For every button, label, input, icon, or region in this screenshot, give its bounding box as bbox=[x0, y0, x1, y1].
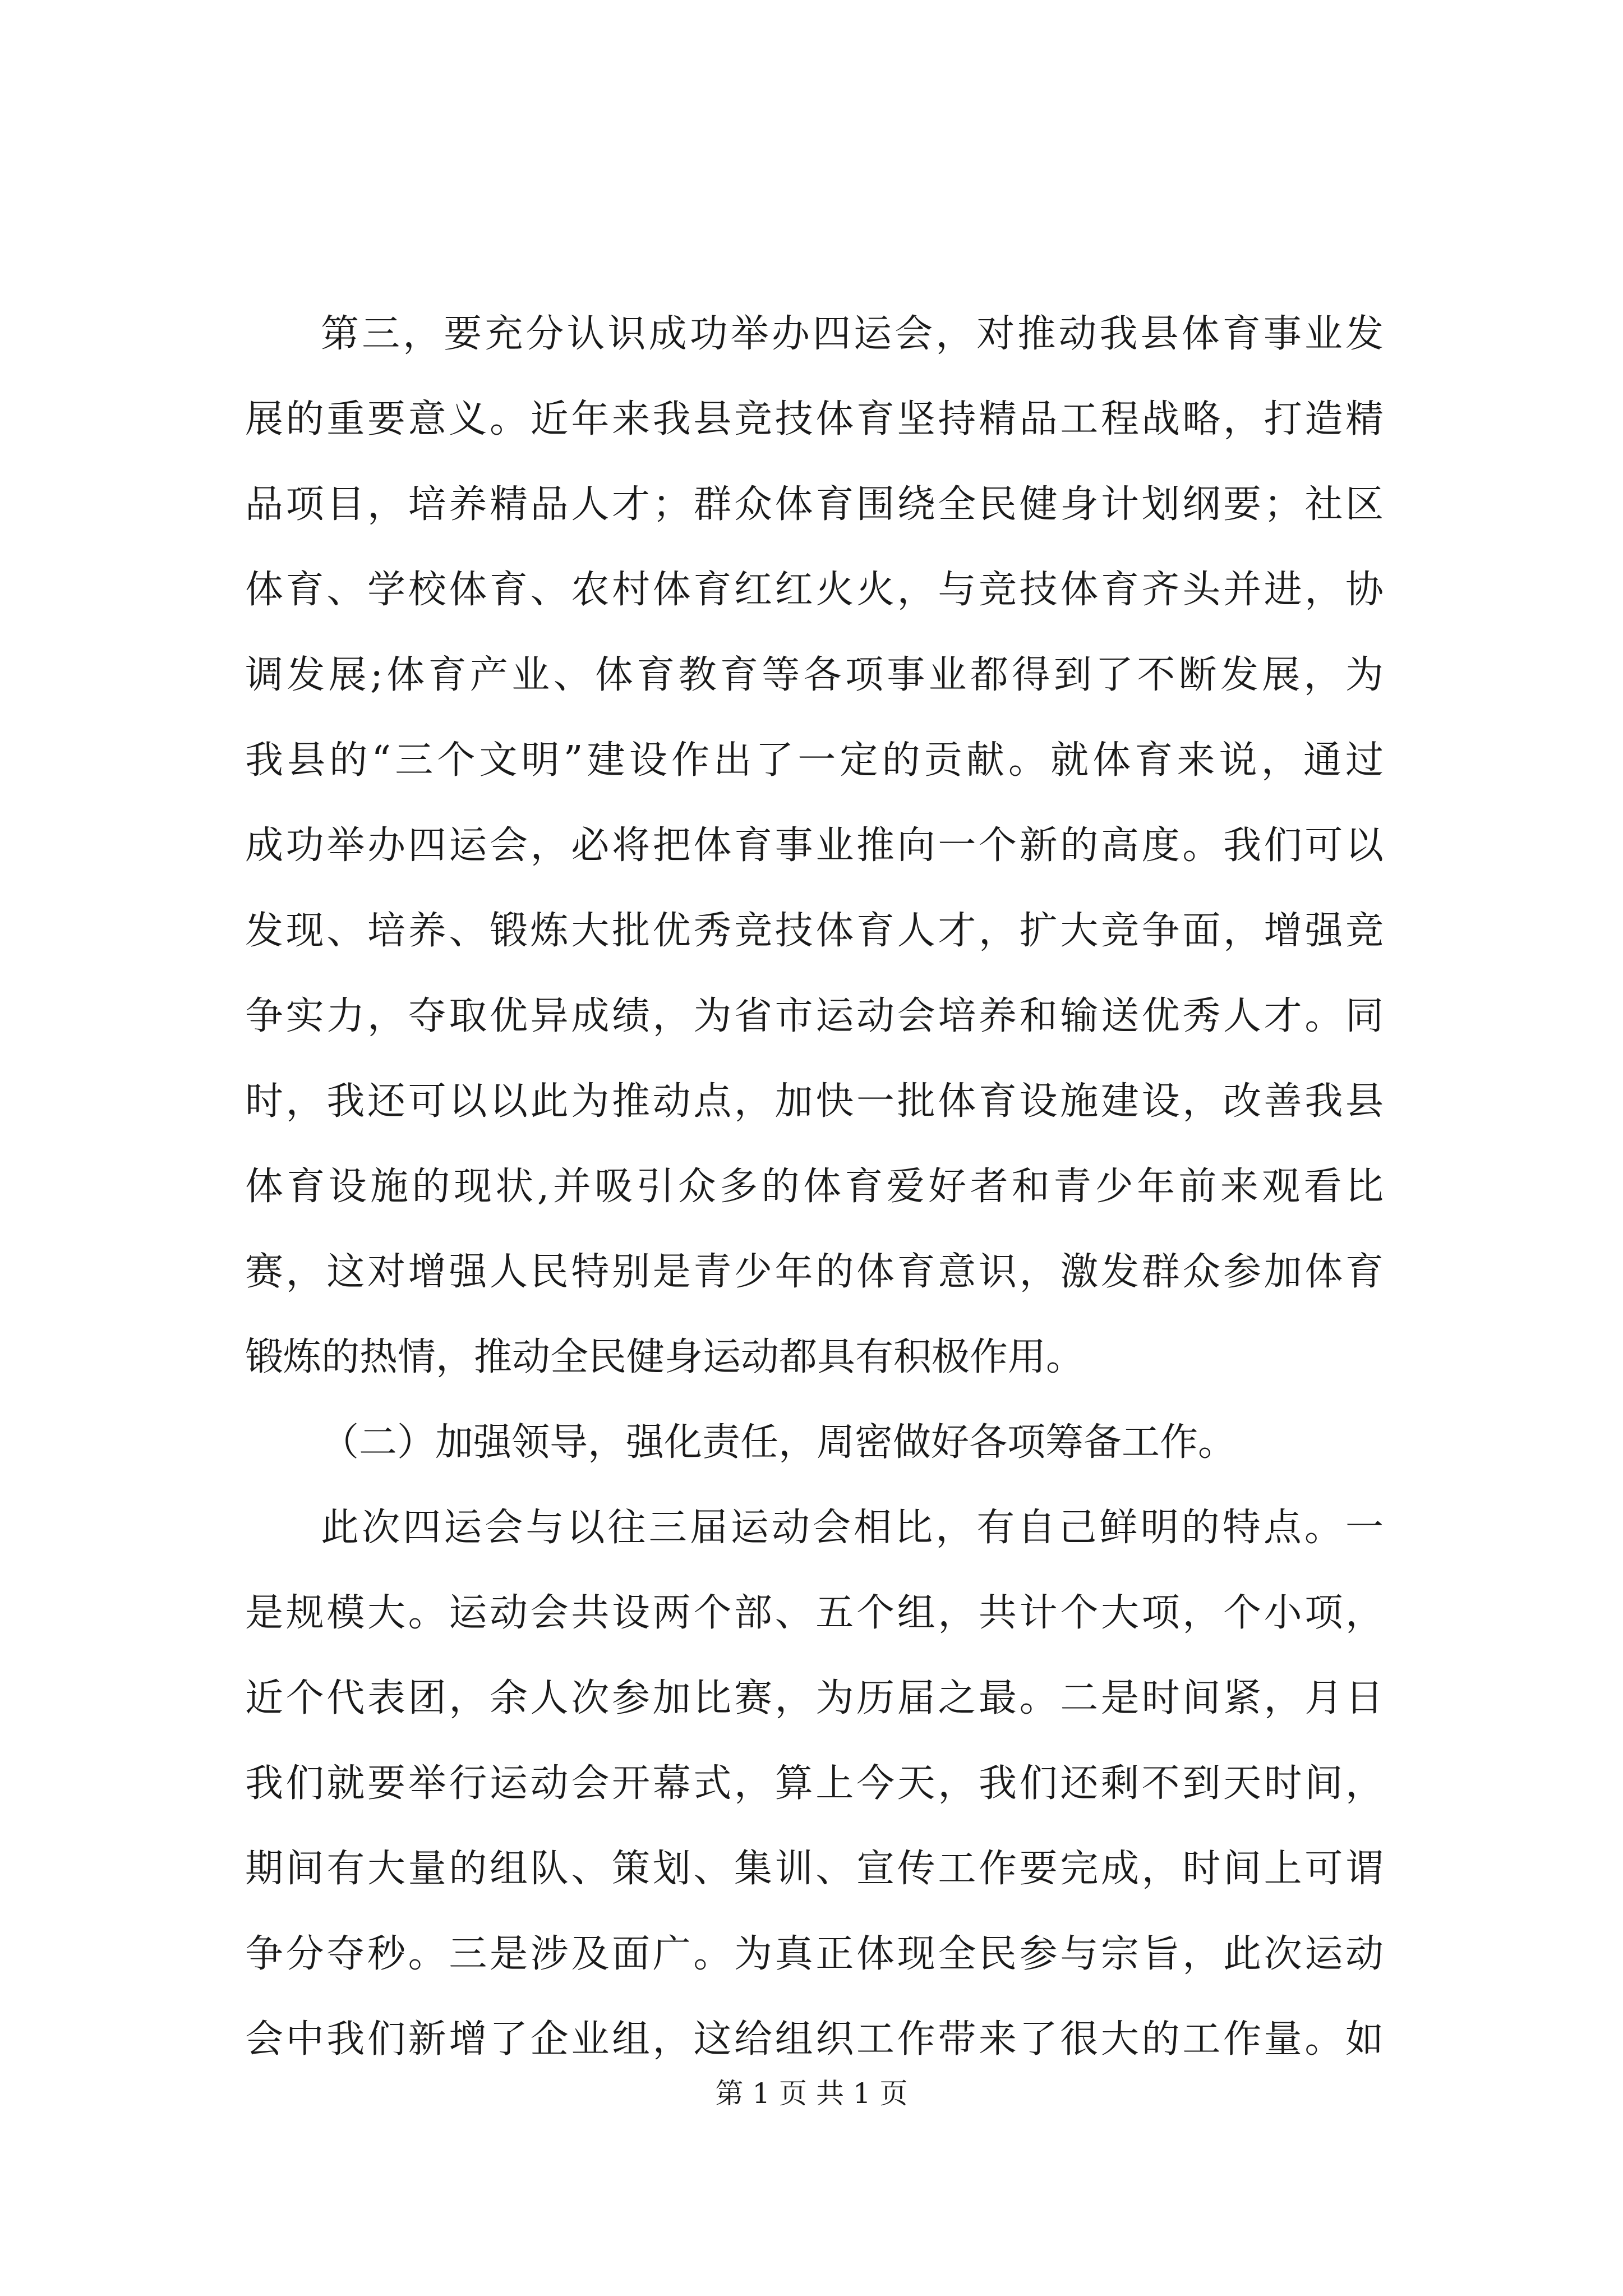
paragraph-line: 锻炼的热情，推动全民健身运动都具有积极作用。 bbox=[245, 1335, 1085, 1379]
paragraph-line: 争实力，夺取优异成绩，为省市运动会培养和输送优秀人才。同 bbox=[245, 994, 1384, 1038]
paragraph-line: 成功举办四运会，必将把体育事业推向一个新的高度。我们可以 bbox=[245, 823, 1384, 868]
paragraph-line: 发现、培养、锻炼大批优秀竞技体育人才，扩大竞争面，增强竞 bbox=[245, 909, 1384, 953]
document-body bbox=[245, 292, 1384, 2082]
paragraph-line: 期间有大量的组队、策划、集训、宣传工作要完成，时间上可谓 bbox=[245, 1847, 1384, 1891]
paragraph-line: 争分夺秒。三是涉及面广。为真正体现全民参与宗旨，此次运动 bbox=[245, 1932, 1384, 1976]
paragraph-line: 品项目，培养精品人才；群众体育围绕全民健身计划纲要；社区 bbox=[245, 482, 1384, 527]
paragraph-line: 近个代表团，余人次参加比赛，为历届之最。二是时间紧，月日 bbox=[245, 1676, 1384, 1720]
paragraph-line: 体育、学校体育、农村体育红红火火，与竞技体育齐头并进，协 bbox=[245, 568, 1384, 612]
page-number-footer: 第 1 页 共 1 页 bbox=[715, 2077, 908, 2110]
paragraph-line: 会中我们新增了企业组，这给组织工作带来了很大的工作量。如 bbox=[245, 2017, 1384, 2062]
paragraph-line: 此次四运会与以往三届运动会相比，有自己鲜明的特点。一 bbox=[321, 1506, 1384, 1550]
paragraph-line: 展的重要意义。近年来我县竞技体育坚持精品工程战略，打造精 bbox=[245, 397, 1384, 441]
paragraph-line: 时，我还可以以此为推动点，加快一批体育设施建设，改善我县 bbox=[245, 1079, 1384, 1124]
paragraph-line: 体育设施的现状,并吸引众多的体育爱好者和青少年前来观看比 bbox=[245, 1165, 1384, 1209]
paragraph-line: 调发展;体育产业、体育教育等各项事业都得到了不断发展，为 bbox=[245, 653, 1384, 697]
paragraph-line: 赛，这对增强人民特别是青少年的体育意识，激发群众参加体育 bbox=[245, 1250, 1384, 1294]
paragraph-line: 是规模大。运动会共设两个部、五个组，共计个大项，个小项， bbox=[245, 1591, 1384, 1635]
paragraph-line: 第三，要充分认识成功举办四运会，对推动我县体育事业发 bbox=[321, 312, 1384, 356]
section-heading: （二）加强领导，强化责任，周密做好各项筹备工作。 bbox=[321, 1420, 1237, 1465]
paragraph-line: 我县的“三个文明”建设作出了一定的贡献。就体育来说，通过 bbox=[245, 738, 1384, 783]
paragraph-line: 我们就要举行运动会开幕式，算上今天，我们还剩不到天时间， bbox=[245, 1761, 1384, 1806]
